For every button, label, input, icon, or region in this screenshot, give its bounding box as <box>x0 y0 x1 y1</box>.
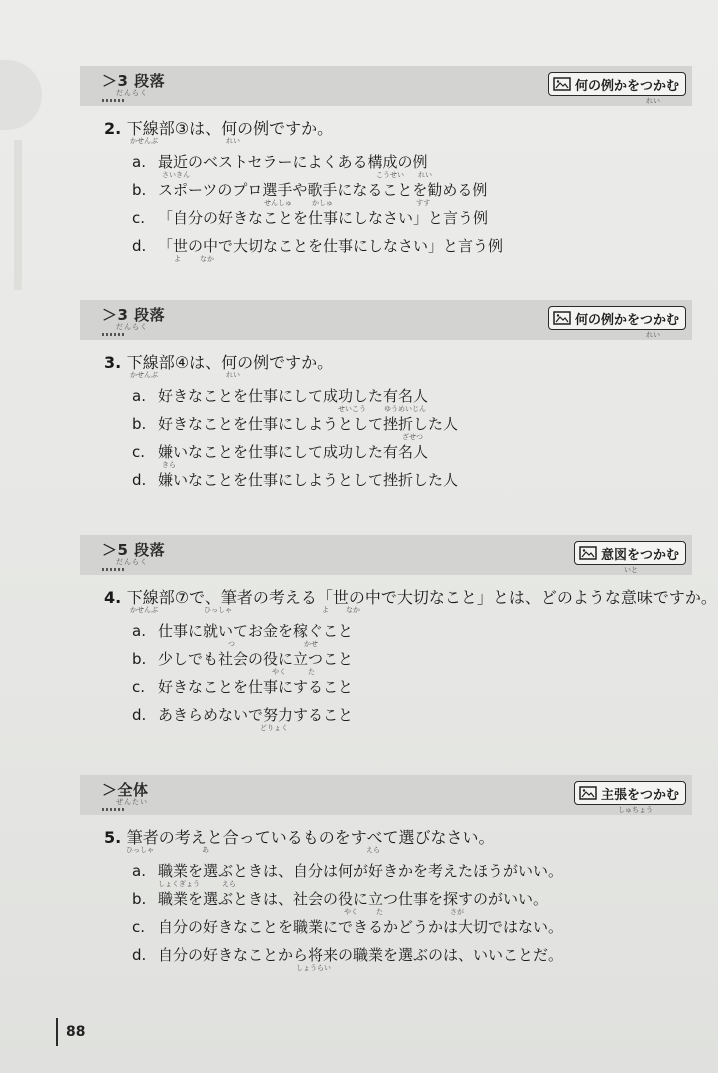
option-text: あきらめないで努力すること <box>158 706 354 724</box>
answer-option[interactable] <box>132 413 458 434</box>
dotted-underline <box>102 568 126 571</box>
paragraph-label-ruby: だんらく <box>116 558 148 566</box>
answer-option[interactable] <box>132 235 503 256</box>
option-text: 最近のベストセラーによくある構成の例 <box>158 153 428 171</box>
skill-badge <box>574 781 686 805</box>
option-furigana: た <box>308 668 315 676</box>
question-furigana: よ <box>322 606 329 614</box>
chapter-side-strip <box>14 140 22 290</box>
option-text: 嫌いなことを仕事にして成功した有名人 <box>158 443 429 461</box>
option-furigana: さいきん <box>162 171 190 179</box>
option-furigana: かしゅ <box>312 199 333 207</box>
option-text: 「自分の好きなことを仕事にしなさい」と言う例 <box>158 209 489 227</box>
skill-badge-ruby: いと <box>624 566 638 574</box>
option-letter: d. <box>132 471 147 489</box>
option-furigana: せんしゅ <box>264 199 292 207</box>
skill-badge-ruby: れい <box>646 97 660 105</box>
picture-icon <box>579 546 597 560</box>
option-letter: a. <box>132 622 146 640</box>
option-furigana: やく <box>344 908 358 916</box>
page-number: 88 <box>56 1018 85 1046</box>
option-furigana: こうせい <box>376 171 404 179</box>
option-text: 職業を選ぶときは、社会の役に立つ仕事を探すのがいい。 <box>158 890 549 908</box>
option-furigana: さが <box>450 908 464 916</box>
picture-icon <box>579 786 597 800</box>
option-text: 「世の中で大切なことを仕事にしなさい」と言う例 <box>158 237 504 255</box>
option-letter: d. <box>132 237 147 255</box>
paragraph-label: ＞3 段落 <box>102 306 166 324</box>
option-text: 好きなことを仕事にして成功した有名人 <box>158 387 429 405</box>
question-furigana: ひっしゃ <box>126 846 154 854</box>
question-body: 筆者の考えと合っているものをすべて選びなさい。 <box>126 828 495 847</box>
paragraph-label: ＞全体 <box>102 781 149 799</box>
option-furigana: かせ <box>304 640 318 648</box>
option-letter: b. <box>132 415 147 433</box>
option-furigana: た <box>376 908 383 916</box>
answer-option[interactable] <box>132 860 563 881</box>
answer-option[interactable] <box>132 916 563 937</box>
option-letter: c. <box>132 678 146 696</box>
section-header-bar <box>80 300 692 340</box>
question-text <box>104 825 494 848</box>
question-text <box>104 585 717 608</box>
dotted-underline <box>102 808 126 811</box>
option-text: 自分の好きなことから将来の職業を選ぶのは、いいことだ。 <box>158 946 564 964</box>
option-furigana: ざせつ <box>402 433 423 441</box>
dotted-underline <box>102 333 126 336</box>
option-letter: b. <box>132 890 147 908</box>
option-letter: b. <box>132 181 147 199</box>
option-furigana: しょうらい <box>296 964 331 972</box>
paragraph-label-ruby: だんらく <box>116 323 148 331</box>
answer-option[interactable] <box>132 888 548 909</box>
option-letter: a. <box>132 862 146 880</box>
option-text: スポーツのプロ選手や歌手になることを勧める例 <box>158 181 488 199</box>
question-furigana: なか <box>346 606 360 614</box>
skill-badge-label: 何の例かをつかむ <box>574 312 679 328</box>
paragraph-label-ruby: ぜんたい <box>116 798 148 806</box>
question-furigana: あ <box>202 846 209 854</box>
question-number: 5. <box>104 828 122 847</box>
section-header-bar <box>80 66 692 106</box>
option-furigana: きら <box>162 461 176 469</box>
option-furigana: しょくぎょう <box>158 880 200 888</box>
option-letter: a. <box>132 387 146 405</box>
answer-option[interactable] <box>132 207 488 228</box>
skill-badge <box>548 306 686 330</box>
skill-badge-label: 何の例かをつかむ <box>574 78 679 94</box>
option-letter: d. <box>132 706 147 724</box>
option-text: 好きなことを仕事にしようとして挫折した人 <box>158 415 459 433</box>
paragraph-label: ＞3 段落 <box>102 72 166 90</box>
question-number: 3. <box>104 353 122 372</box>
section-header-bar <box>80 535 692 575</box>
answer-option[interactable] <box>132 648 353 669</box>
question-furigana: れい <box>226 137 240 145</box>
picture-icon <box>553 311 571 325</box>
skill-badge-label: 意図をつかむ <box>600 547 679 563</box>
skill-badge-label: 主張をつかむ <box>600 787 679 803</box>
question-furigana: かせんぶ <box>130 137 158 145</box>
answer-option[interactable] <box>132 385 428 406</box>
option-furigana: えら <box>222 880 236 888</box>
question-body: 下線部③は、何の例ですか。 <box>126 119 334 138</box>
skill-badge-ruby: れい <box>646 331 660 339</box>
option-text: 自分の好きなことを職業にできるかどうかは大切ではない。 <box>158 918 564 936</box>
option-letter: a. <box>132 153 146 171</box>
option-furigana: よ <box>174 255 181 263</box>
option-text: 職業を選ぶときは、自分は何が好きかを考えたほうがいい。 <box>158 862 564 880</box>
answer-option[interactable] <box>132 944 563 965</box>
option-letter: b. <box>132 650 147 668</box>
chapter-side-tab <box>0 60 42 130</box>
skill-badge-ruby: しゅちょう <box>618 806 653 814</box>
option-letter: d. <box>132 946 147 964</box>
question-furigana: えら <box>366 846 380 854</box>
picture-icon <box>553 77 571 91</box>
answer-option[interactable] <box>132 620 353 641</box>
skill-badge <box>548 72 686 96</box>
answer-option[interactable] <box>132 179 487 200</box>
option-furigana: すす <box>416 199 431 207</box>
section-header-bar <box>80 775 692 815</box>
option-text: 好きなことを仕事にすること <box>158 678 354 696</box>
answer-option[interactable] <box>132 676 353 697</box>
option-furigana: せいこう <box>338 405 366 413</box>
option-text: 嫌いなことを仕事にしようとして挫折した人 <box>158 471 459 489</box>
answer-option[interactable] <box>132 469 458 490</box>
paragraph-label: ＞5 段落 <box>102 541 166 559</box>
option-furigana: どりょく <box>260 724 288 732</box>
question-body: 下線部④は、何の例ですか。 <box>126 353 334 372</box>
skill-badge <box>574 541 686 565</box>
option-text: 仕事に就いてお金を稼ぐこと <box>158 622 354 640</box>
dotted-underline <box>102 99 126 102</box>
answer-option[interactable] <box>132 151 428 172</box>
option-furigana: れい <box>418 171 432 179</box>
answer-option[interactable] <box>132 441 428 462</box>
question-number: 2. <box>104 119 122 138</box>
option-furigana: ゆうめいじん <box>384 405 426 413</box>
paragraph-label-ruby: だんらく <box>116 89 148 97</box>
question-furigana: ひっしゃ <box>204 606 232 614</box>
question-number: 4. <box>104 588 122 607</box>
option-furigana: つ <box>228 640 235 648</box>
option-text: 少しでも社会の役に立つこと <box>158 650 354 668</box>
option-letter: c. <box>132 918 146 936</box>
option-furigana: やく <box>272 668 286 676</box>
question-furigana: れい <box>226 371 240 379</box>
option-letter: c. <box>132 209 146 227</box>
option-furigana: なか <box>200 255 214 263</box>
question-furigana: かせんぶ <box>130 606 158 614</box>
question-body: 下線部⑦で、筆者の考える「世の中で大切なこと」とは、どのような意味ですか。 <box>126 588 717 607</box>
question-furigana: かせんぶ <box>130 371 158 379</box>
answer-option[interactable] <box>132 704 353 725</box>
option-letter: c. <box>132 443 146 461</box>
